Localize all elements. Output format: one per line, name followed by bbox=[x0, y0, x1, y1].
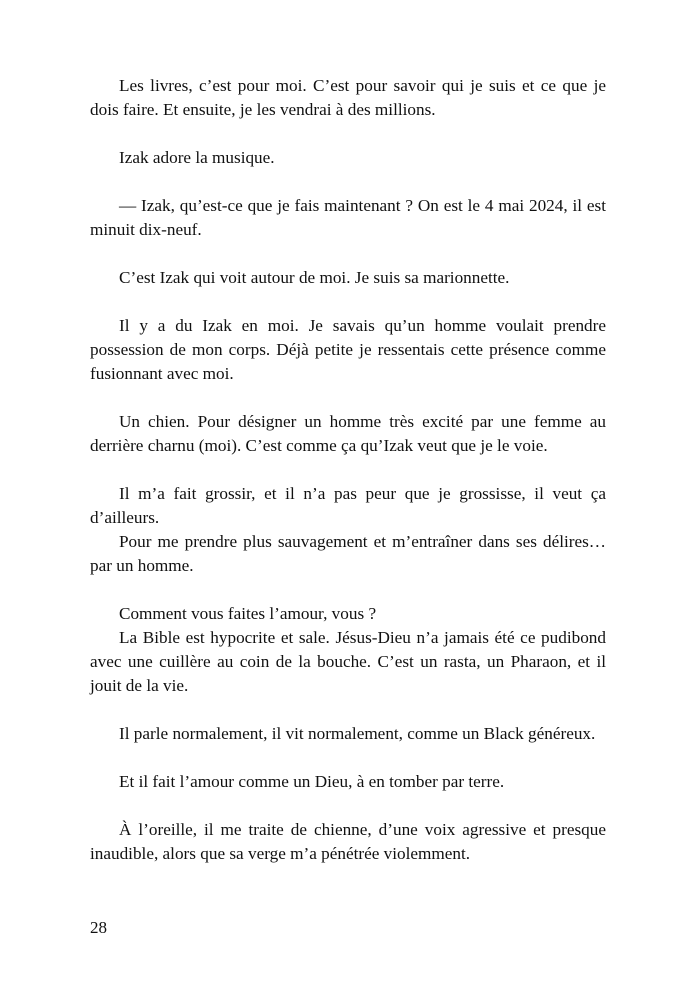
paragraph: Pour me prendre plus sauvagement et m’entraîner dans ses délires… par un homme. bbox=[90, 532, 606, 575]
body-text bbox=[90, 74, 606, 866]
page-number: 28 bbox=[90, 918, 107, 937]
paragraph: La Bible est hypocrite et sale. Jésus-Dieu n’a jamais été ce pudibond avec une cuillère au coin de la bouche. C’est un rasta, un Pharaon, et il jouit de la vie. bbox=[90, 628, 606, 695]
paragraph: Les livres, c’est pour moi. C’est pour savoir qui je suis et ce que je dois faire. Et ensuite, je les vendrai à des millions. bbox=[90, 76, 606, 119]
paragraph: Et il fait l’amour comme un Dieu, à en tomber par terre. bbox=[119, 772, 505, 791]
paragraph: Il y a du Izak en moi. Je savais qu’un homme voulait prendre possession de mon corps. Déjà petite je ressentais cette présence comme fusionnant avec moi. bbox=[90, 316, 606, 383]
paragraph: Un chien. Pour désigner un homme très excité par une femme au derrière charnu (moi). C’est comme ça qu’Izak veut que je le voie. bbox=[90, 412, 606, 455]
paragraph: C’est Izak qui voit autour de moi. Je suis sa marionnette. bbox=[119, 268, 510, 287]
paragraph: Il m’a fait grossir, et il n’a pas peur que je grossisse, il veut ça d’ailleurs. bbox=[90, 484, 606, 527]
paragraph: Izak adore la musique. bbox=[119, 148, 275, 167]
paragraph: — Izak, qu’est-ce que je fais maintenant ? On est le 4 mai 2024, il est minuit dix-neuf. bbox=[90, 196, 606, 239]
paragraph: Comment vous faites l’amour, vous ? bbox=[119, 604, 377, 623]
paragraph: Il parle normalement, il vit normalement, comme un Black généreux. bbox=[119, 724, 596, 743]
paragraph: À l’oreille, il me traite de chienne, d’une voix agressive et presque inaudible, alors que sa verge m’a pénétrée violemment. bbox=[90, 820, 606, 863]
